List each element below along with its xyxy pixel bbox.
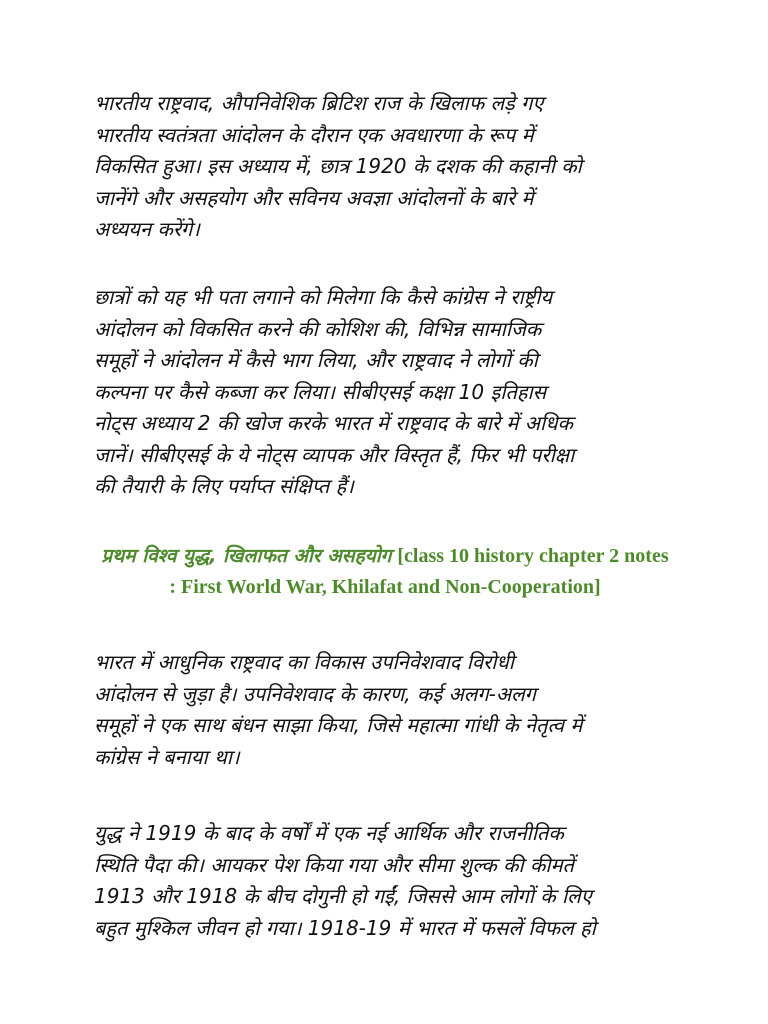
war-impact-paragraph: युद्ध ने 1919 के बाद के वर्षों में एक नई आर्थिक और राजनीतिक स्थिति पैदा की। आयकर पेश किया गया और सीमा शुल्क की कीमतें 1913 और 1918 के बीच दोगुनी हो गईं, जिससे आम लोगों के लिए बहुत मुश्किल जीवन हो गया। 1918-19 में भारत में फसलें विफल हो [94,821,596,940]
nationalism-paragraph: भारत में आधुनिक राष्ट्रवाद का विकास उपनिवेशवाद विरोधी आंदोलन से जुड़ा है। उपनिवेशवाद के कारण, कई अलग-अलग समूहों ने एक साथ बंधन साझा किया, जिसे महात्मा गांधी के नेतृत्व में कांग्रेस ने बनाया था। [94,650,583,769]
section-heading-hindi: प्रथम विश्व युद्ध, खिलाफत और असहयोग [101,545,392,567]
intro-paragraph: भारतीय राष्ट्रवाद, औपनिवेशिक ब्रिटिश राज के खिलाफ लड़े गए भारतीय स्वतंत्रता आंदोलन के दौरान एक अवधारणा के रूप में विकसित हुआ। इस अध्याय में, छात्र 1920 के दशक की कहानी को जानेंगे और असहयोग और सविनय अवज्ञा आंदोलनों के बारे में अध्ययन करेंगे। [94,91,582,241]
chapter-overview-paragraph: छात्रों को यह भी पता लगाने को मिलेगा कि कैसे कांग्रेस ने राष्ट्रीय आंदोलन को विकसित करने की कोशिश की, विभिन्न सामाजिक समूहों ने आंदोलन में कैसे भाग लिया, और राष्ट्रवाद ने लोगों की कल्पना पर कैसे कब्जा कर लिया। सीबीएसई कक्षा 10 इतिहास नोट्स अध्याय 2 की खोज करके भारत में राष्ट्रवाद के बारे में अधिक जानें। सीबीएसई के ये नोट्स व्यापक और विस्तृत हैं, फिर भी परीक्षा की तैयारी के लिए पर्याप्त संक्षिप्त हैं। [94,285,575,498]
section-heading [100,540,670,602]
section-heading-english: [class 10 history chapter 2 notes : First World War, Khilafat and Non-Cooperation] [169,545,669,598]
